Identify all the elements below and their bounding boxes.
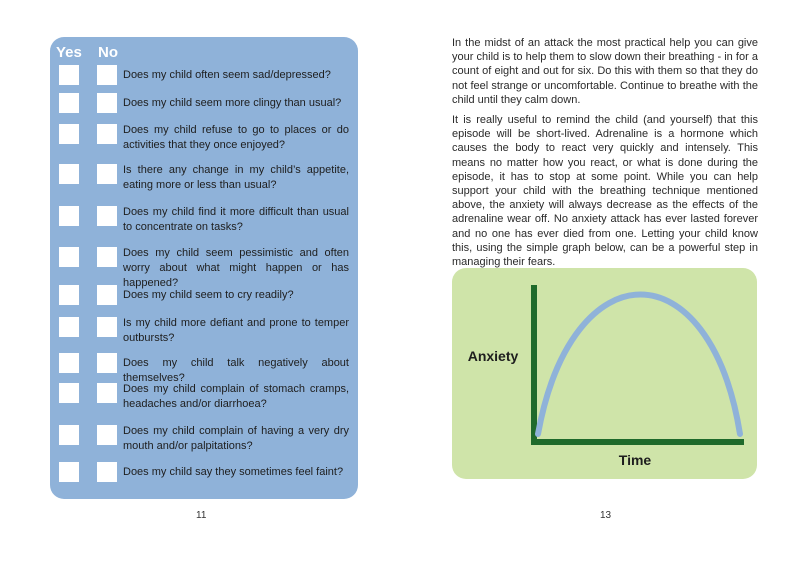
right-page (400, 0, 800, 562)
question-text: Does my child seem to cry readily? (123, 289, 294, 301)
yes-checkbox[interactable] (59, 93, 79, 113)
no-checkbox[interactable] (97, 124, 117, 144)
paragraph-adrenaline: It is really useful to remind the child (and yourself) that this episode will be short-lived. Adrenaline is a hormone which causes the body to react very quickly and intensely. This means no matter how you react, or what is done during the episode, it has to stop at some point. While you can help support your child with the breathing technique mentioned above, the anxiety will always decrease as the effects of the adrenaline wear off. No anxiety attack has ever lasted forever and no one has ever died from one. Letting your child know this, using the simple graph below, can be a powerful step in managing their fears. (452, 114, 758, 269)
question-text: Does my child seem more clingy than usual? (123, 97, 342, 109)
page-number-right: 13 (600, 510, 612, 521)
question-text: Does my child often seem sad/depressed? (123, 69, 331, 81)
no-column-header: No (98, 44, 118, 61)
no-checkbox[interactable] (97, 93, 117, 113)
question-text: Is my child more defiant and prone to temper outbursts? (123, 317, 349, 344)
yes-checkbox[interactable] (59, 353, 79, 373)
no-checkbox[interactable] (97, 65, 117, 85)
yes-checkbox[interactable] (59, 285, 79, 305)
yes-checkbox[interactable] (59, 462, 79, 482)
no-checkbox[interactable] (97, 285, 117, 305)
anxiety-curve (538, 295, 740, 435)
yes-checkbox[interactable] (59, 317, 79, 337)
anxiety-graph-panel (452, 268, 757, 479)
question-text: Does my child say they sometimes feel faint? (123, 466, 344, 478)
yes-column-header: Yes (56, 44, 82, 61)
yes-checkbox[interactable] (59, 124, 79, 144)
question-text: Does my child find it more difficult than usual to concentrate on tasks? (123, 206, 349, 233)
question-text: Does my child complain of stomach cramps, headaches and/or diarrhoea? (123, 383, 349, 410)
yes-checkbox[interactable] (59, 65, 79, 85)
yes-checkbox[interactable] (59, 164, 79, 184)
yes-checkbox[interactable] (59, 383, 79, 403)
no-checkbox[interactable] (97, 247, 117, 267)
no-checkbox[interactable] (97, 317, 117, 337)
yes-checkbox[interactable] (59, 425, 79, 445)
question-text: Does my child refuse to go to places or do activities that they once enjoyed? (123, 124, 349, 151)
question-text: Does my child seem pessimistic and often worry about what might happen or has happened? (123, 247, 349, 289)
no-checkbox[interactable] (97, 425, 117, 445)
question-text: Is there any change in my child’s appetite, eating more or less than usual? (123, 164, 349, 191)
y-axis-label: Anxiety (467, 348, 519, 364)
page-number-left: 11 (196, 510, 207, 521)
no-checkbox[interactable] (97, 206, 117, 226)
no-checkbox[interactable] (97, 462, 117, 482)
yes-checkbox[interactable] (59, 247, 79, 267)
yes-checkbox[interactable] (59, 206, 79, 226)
no-checkbox[interactable] (97, 383, 117, 403)
question-text: Does my child complain of having a very dry mouth and/or palpitations? (123, 425, 349, 452)
x-axis-label: Time (618, 452, 652, 468)
question-text: Does my child talk negatively about themselves? (123, 357, 349, 384)
anxiety-graph (452, 268, 757, 479)
paragraph-breathing: In the midst of an attack the most practical help you can give your child is to help them to slow down their breathing - in for a count of eight and out for six. Do this with them so that they do not feel strange or uncomfortable. Continue to breathe with the child until they calm down. (452, 37, 758, 106)
no-checkbox[interactable] (97, 164, 117, 184)
no-checkbox[interactable] (97, 353, 117, 373)
